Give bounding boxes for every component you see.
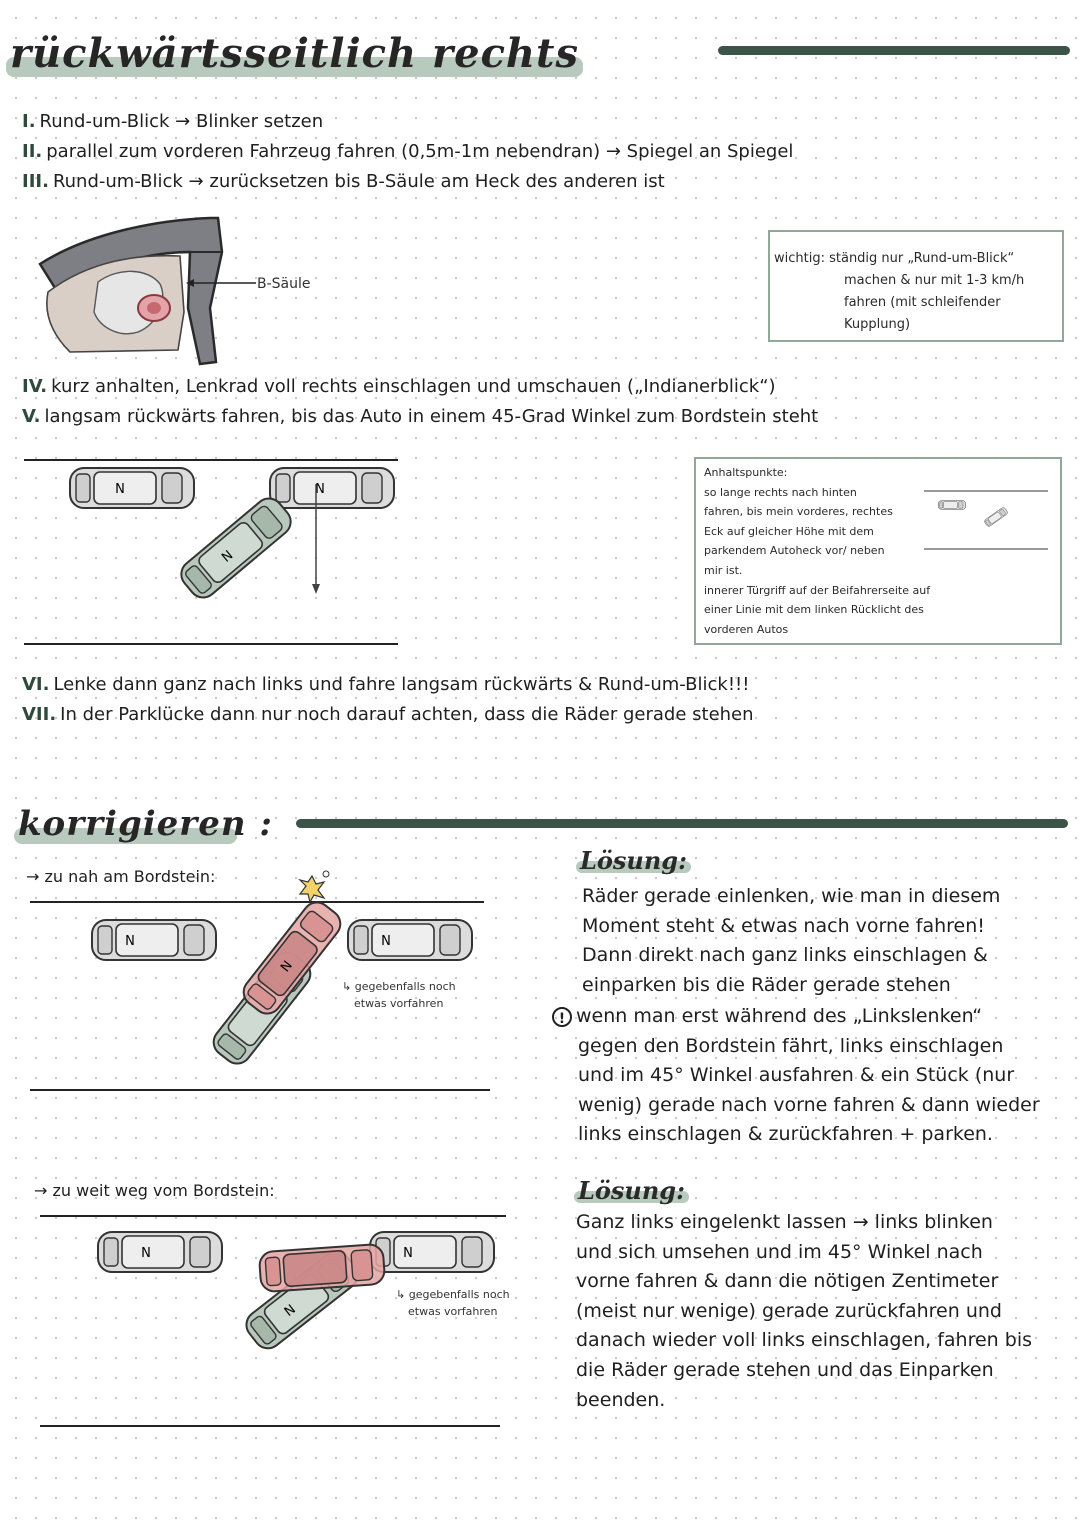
svg-text:N: N <box>125 934 135 949</box>
correct-section-title: korrigieren : <box>18 804 273 844</box>
important-note-line: Kupplung) <box>844 317 911 332</box>
case1-parked-rear <box>92 920 216 960</box>
solution-line: einparken bis die Räder gerade stehen <box>582 973 951 996</box>
reference-points-box <box>694 457 1062 645</box>
solution-line: die Räder gerade stehen und das Einparken <box>576 1358 994 1381</box>
warning-icon: ! <box>552 1007 572 1027</box>
case1-heading: → zu nah am Bordstein: <box>26 867 216 886</box>
case1-annotation: ↳ gegebenfalls noch etwas vorfahren <box>342 980 456 1010</box>
case2-annotation: ↳ gegebenfalls noch etwas vorfahren <box>396 1288 510 1318</box>
case1-collision-icon <box>300 871 329 902</box>
step-3: III. Rund-um-Blick → zurücksetzen bis B-Säule am Heck des anderen ist <box>22 171 665 192</box>
reference-mini-diagram <box>924 483 1054 563</box>
solution-line: Moment steht & etwas nach vorne fahren! <box>582 914 985 937</box>
page-title: rückwärtsseitlich rechts <box>10 30 579 77</box>
solution-line: vorne fahren & dann die nötigen Zentimeter <box>576 1270 999 1293</box>
solution-line: und sich umsehen und im 45° Winkel nach <box>576 1240 983 1263</box>
solution-line: danach wieder voll links einschlagen, fahren bis <box>576 1329 1032 1352</box>
correct-section-rule <box>296 819 1068 828</box>
own-car-green <box>176 493 297 603</box>
svg-text:N: N <box>278 958 296 976</box>
step-6: VI. Lenke dann ganz nach links und fahre langsam rückwärts & Rund-um-Blick!!! <box>22 674 750 695</box>
reference-line: einer Linie mit dem linken Rücklicht des <box>704 603 924 617</box>
reference-line: fahren, bis mein vorderes, rechtes <box>704 505 893 519</box>
important-note-line: machen & nur mit 1-3 km/h <box>844 273 1025 288</box>
svg-text:N: N <box>281 1302 299 1320</box>
case2-heading: → zu weit weg vom Bordstein: <box>34 1181 275 1200</box>
reference-line: Eck auf gleicher Höhe mit dem <box>704 524 874 538</box>
case2-diagram <box>40 1200 510 1440</box>
b-pillar-pointer <box>178 268 258 298</box>
case1-parked-front <box>348 920 472 960</box>
solution-line: Räder gerade einlenken, wie man in diesem <box>582 885 1001 907</box>
case1-solution <box>582 882 1000 1000</box>
svg-text:N: N <box>115 482 125 497</box>
parking-diagram-45deg <box>20 448 420 658</box>
svg-text:N: N <box>381 934 391 949</box>
reference-line: vorderen Autos <box>704 622 789 636</box>
reference-line: Anhaltspunkte: <box>704 466 788 479</box>
reference-line: so lange rechts nach hinten <box>704 485 857 499</box>
step-1: I. Rund-um-Blick → Blinker setzen <box>22 111 324 132</box>
important-note-box <box>768 230 1064 342</box>
step-5: V. langsam rückwärts fahren, bis das Auto in einem 45-Grad Winkel zum Bordstein steht <box>22 406 819 427</box>
case1-solution-title: Lösung: <box>580 846 687 875</box>
important-note-line: wichtig: ständig nur „Rund-um-Blick“ <box>774 251 1015 266</box>
svg-text:N: N <box>219 547 237 566</box>
case2-parked-rear <box>98 1232 222 1272</box>
b-pillar-label: B-Säule <box>257 276 311 292</box>
reference-line: mir ist. <box>704 563 743 577</box>
reference-line: innerer Türgriff auf der Beifahrerseite auf <box>704 583 931 597</box>
solution-line: Ganz links eingelenkt lassen → links blinken <box>576 1211 993 1233</box>
svg-text:N: N <box>315 482 325 497</box>
case2-solution-title: Lösung: <box>578 1176 685 1205</box>
parked-car-front <box>270 468 394 508</box>
step-2: II. parallel zum vorderen Fahrzeug fahren (0,5m-1m nebendran) → Spiegel an Spiegel <box>22 141 794 162</box>
step-4: IV. kurz anhalten, Lenkrad voll rechts einschlagen und umschauen („Indianerblick“) <box>22 376 776 397</box>
parked-car-rear <box>70 468 194 508</box>
step-7: VII. In der Parklücke dann nur noch darauf achten, dass die Räder gerade stehen <box>22 704 754 725</box>
solution-line: Dann direkt nach ganz links einschlagen & <box>582 944 988 967</box>
case2-car-red <box>259 1244 385 1293</box>
reference-line: parkendem Autoheck vor/ neben <box>704 544 885 558</box>
svg-text:N: N <box>403 1246 413 1261</box>
case2-solution <box>576 1208 1032 1415</box>
case1-warning: ! wenn man erst während des „Linkslenken“ gegen den Bordstein fährt, links einschlagen und im 45° Winkel ausfahren & ein Stück (nur wenig) gerade nach vorne fahren & dann wieder links einschlagen & zurückfahren + parken. <box>552 1002 1040 1150</box>
case2-parked-front <box>370 1232 494 1272</box>
solution-line: beenden. <box>576 1388 666 1411</box>
title-rule <box>718 46 1070 55</box>
svg-text:N: N <box>141 1246 151 1261</box>
solution-line: (meist nur wenige) gerade zurückfahren und <box>576 1299 1002 1322</box>
important-note-line: fahren (mit schleifender <box>844 295 1001 310</box>
